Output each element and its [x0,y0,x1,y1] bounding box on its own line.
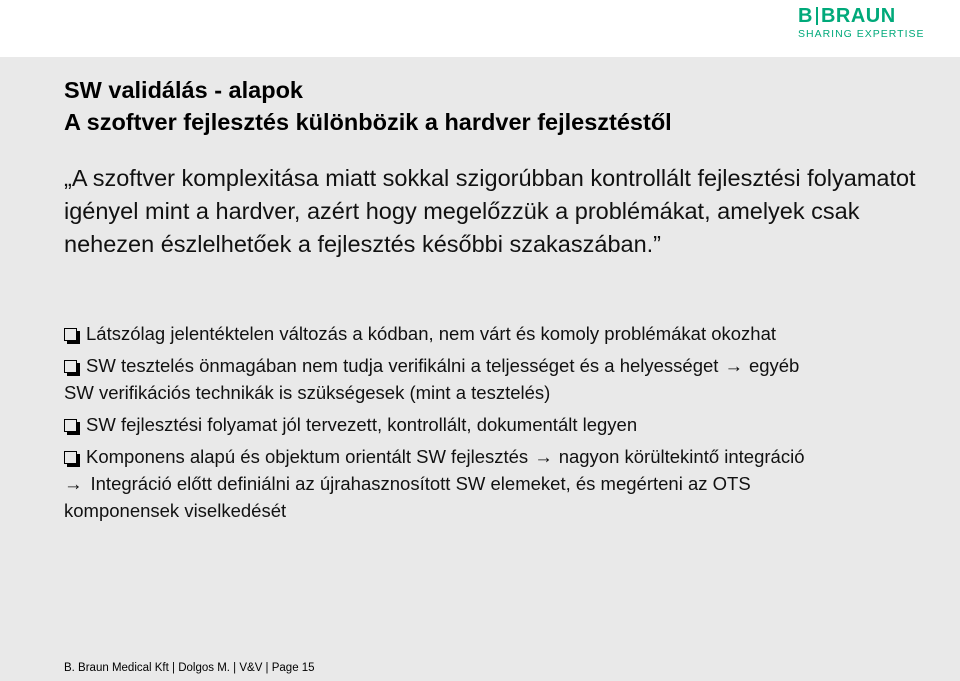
title-line-1: SW validálás - alapok [64,77,304,103]
bullet-list [64,320,934,529]
bullet-item [64,411,934,438]
bullet-text: Látszólag jelentéktelen változás a kódban, nem várt és komoly problémákat okozhat [86,323,777,344]
slide-title [64,74,924,138]
bullet-item [64,443,934,470]
footer-text: B. Braun Medical Kft | Dolgos M. | V&V | Page 15 [64,662,315,674]
bullet-text: SW tesztelés önmagában nem tudja verifikálni a teljességet és a helyességet [86,355,719,376]
header-band [0,0,960,57]
checkbox-bullet-icon [64,419,77,432]
checkbox-bullet-icon [64,360,77,373]
arrow-right-icon: → [64,473,83,494]
bullet-item [64,320,934,347]
arrow-right-icon: → [724,355,743,376]
bullet-continuation-line: SW verifikációs technikák is szükségesek (mint a tesztelés) [64,382,551,403]
bbraun-logo [798,6,926,42]
bullet-item [64,352,934,406]
arrow-item-text: Integráció előtt definiálni az újrahasznosított SW elemeket, és megérteni az OTS [90,473,751,494]
bullet-text: Komponens alapú és objektum orientált SW fejlesztés [86,446,529,467]
bullet-text: SW fejlesztési folyamat jól tervezett, kontrollált, dokumentált legyen [86,414,638,435]
bullet-continuation: nagyon körültekintő integráció [558,446,805,467]
checkbox-bullet-icon [64,451,77,464]
logo-tagline: SHARING EXPERTISE [798,28,925,40]
bullet-continuation: egyéb [748,355,800,376]
arrow-item [64,470,934,524]
arrow-item-continuation: komponensek viselkedését [64,500,287,521]
title-line-2: A szoftver fejlesztés különbözik a hardver fejlesztéstől [64,109,672,135]
quote-paragraph: „A szoftver komplexitása miatt sokkal szigorúbban kontrollált fejlesztési folyamatot igényel mint a hardver, azért hogy megelőzzük a problémákat, amelyek csak nehezen észlelhetőek a fejlesztés későbbi szakaszában.” [64,165,916,257]
checkbox-bullet-icon [64,328,77,341]
logo-divider [816,7,818,25]
logo-brand-braun: BRAUN [820,5,896,27]
logo-brand-b: B [798,5,813,27]
arrow-right-icon: → [534,446,553,467]
